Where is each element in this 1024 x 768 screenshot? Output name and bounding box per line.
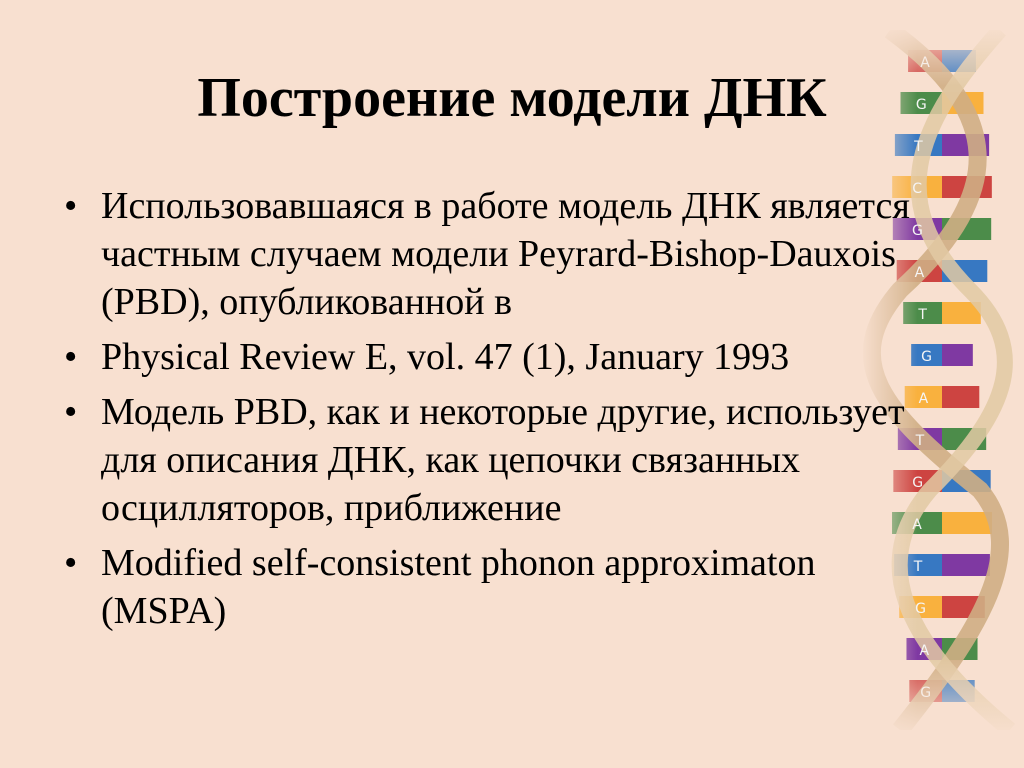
bullet-text: Модель PBD, как и некоторые другие, использует для описания ДНК, как цепочки связанных осцилляторов, приближение [101,391,905,529]
bullet-marker: • [64,542,78,584]
slide-title: Построение модели ДНК [197,67,827,129]
bullet-marker: • [64,391,78,433]
bullet-text: Использовавшаяся в работе модель ДНК является частным случаем модели Peyrard-Bishop-Dauxois (PBD), опубликованной в [101,185,910,323]
bullet-marker: • [64,185,78,227]
bullet-item [64,388,914,532]
bullet-text: Physical Review E, vol. 47 (1), January 1993 [101,336,790,378]
bullet-marker: • [64,336,78,378]
bullet-list [64,182,914,642]
bullet-text: Modified self-consistent phonon approximaton (MSPA) [101,542,816,632]
bullet-item [64,539,914,635]
bullet-item [64,333,914,381]
bullet-item [64,182,914,326]
